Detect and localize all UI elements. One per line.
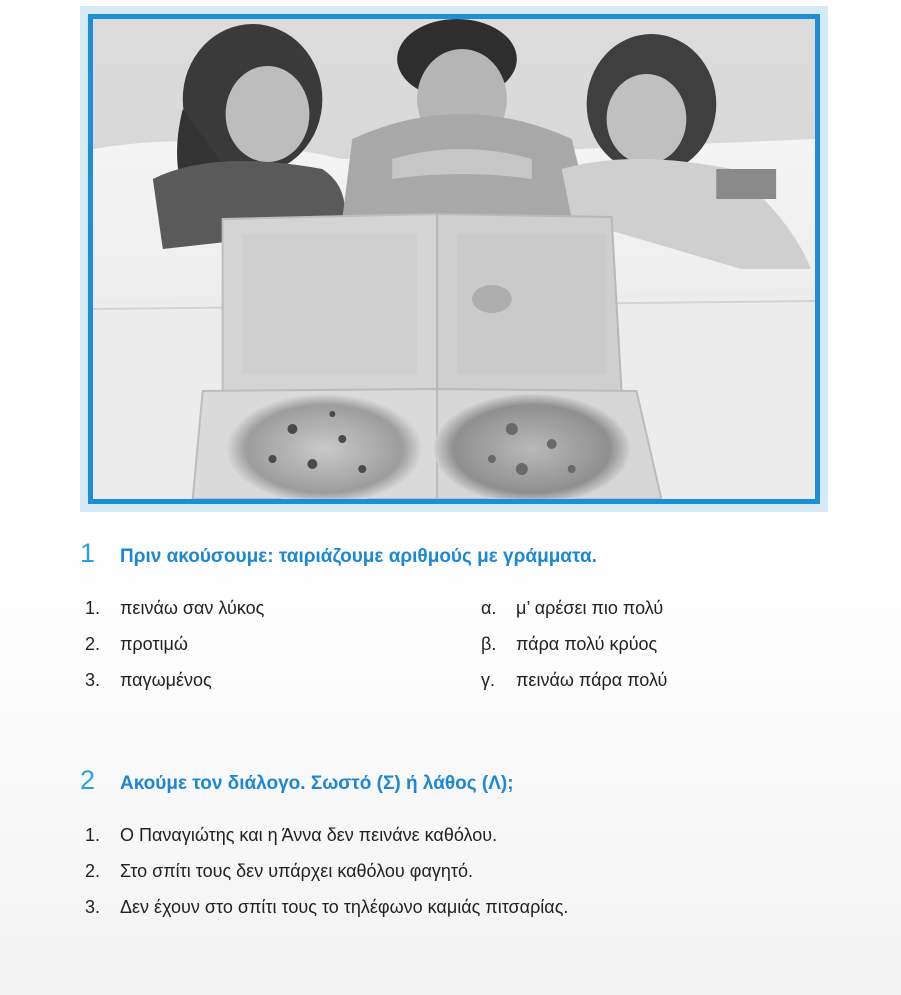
section-1-number: 1 (80, 538, 96, 568)
item-number: 3. (85, 897, 101, 917)
left-item-3 (85, 670, 212, 691)
item-text: πεινάω πάρα πολύ (516, 670, 668, 690)
item-number: 3. (85, 670, 101, 690)
true-false-exercise (80, 825, 840, 933)
section-2 (80, 767, 840, 933)
item-number: 2. (85, 634, 101, 654)
list-item (80, 861, 840, 897)
item-text: παγωμένος (120, 670, 212, 690)
right-item-b (481, 634, 657, 655)
item-number: 1. (85, 825, 101, 845)
left-item-1 (85, 598, 264, 619)
list-item (80, 598, 840, 634)
right-item-a (481, 598, 663, 619)
statement-2 (85, 861, 473, 882)
section-1-header (80, 540, 840, 568)
section-2-title: Ακούμε τον διάλογο. Σωστό (Σ) ή λάθος (Λ); (120, 773, 514, 794)
item-letter: β. (481, 634, 497, 654)
item-letter: γ. (481, 670, 496, 690)
statement-1 (85, 825, 497, 846)
section-2-header (80, 767, 840, 795)
item-text: Δεν έχουν στο σπίτι τους το τηλέφωνο καμιάς πιτσαρίας. (120, 897, 569, 917)
list-item (80, 670, 840, 706)
section-1 (80, 540, 840, 706)
item-text: Στο σπίτι τους δεν υπάρχει καθόλου φαγητό. (120, 861, 473, 881)
item-text: πεινάω σαν λύκος (120, 598, 265, 618)
item-text: Ο Παναγιώτης και η Άννα δεν πεινάνε καθόλου. (120, 825, 498, 845)
item-text: προτιμώ (120, 634, 188, 654)
left-item-2 (85, 634, 188, 655)
item-number: 1. (85, 598, 101, 618)
list-item (80, 634, 840, 670)
item-text: πάρα πολύ κρύος (516, 634, 658, 654)
item-number: 2. (85, 861, 101, 881)
photo-illustration (93, 19, 815, 499)
matching-exercise (80, 598, 840, 706)
photo-three-people-with-pizza-boxes (88, 14, 820, 504)
list-item (80, 897, 840, 933)
section-1-title: Πριν ακούσουμε: ταιριάζουμε αριθμούς με γράμματα. (120, 546, 597, 567)
right-item-c (481, 670, 667, 691)
list-item (80, 825, 840, 861)
section-2-number: 2 (80, 765, 96, 795)
item-text: μ’ αρέσει πιο πολύ (516, 598, 664, 618)
statement-3 (85, 897, 568, 918)
photo-frame (80, 6, 828, 512)
item-letter: α. (481, 598, 497, 618)
